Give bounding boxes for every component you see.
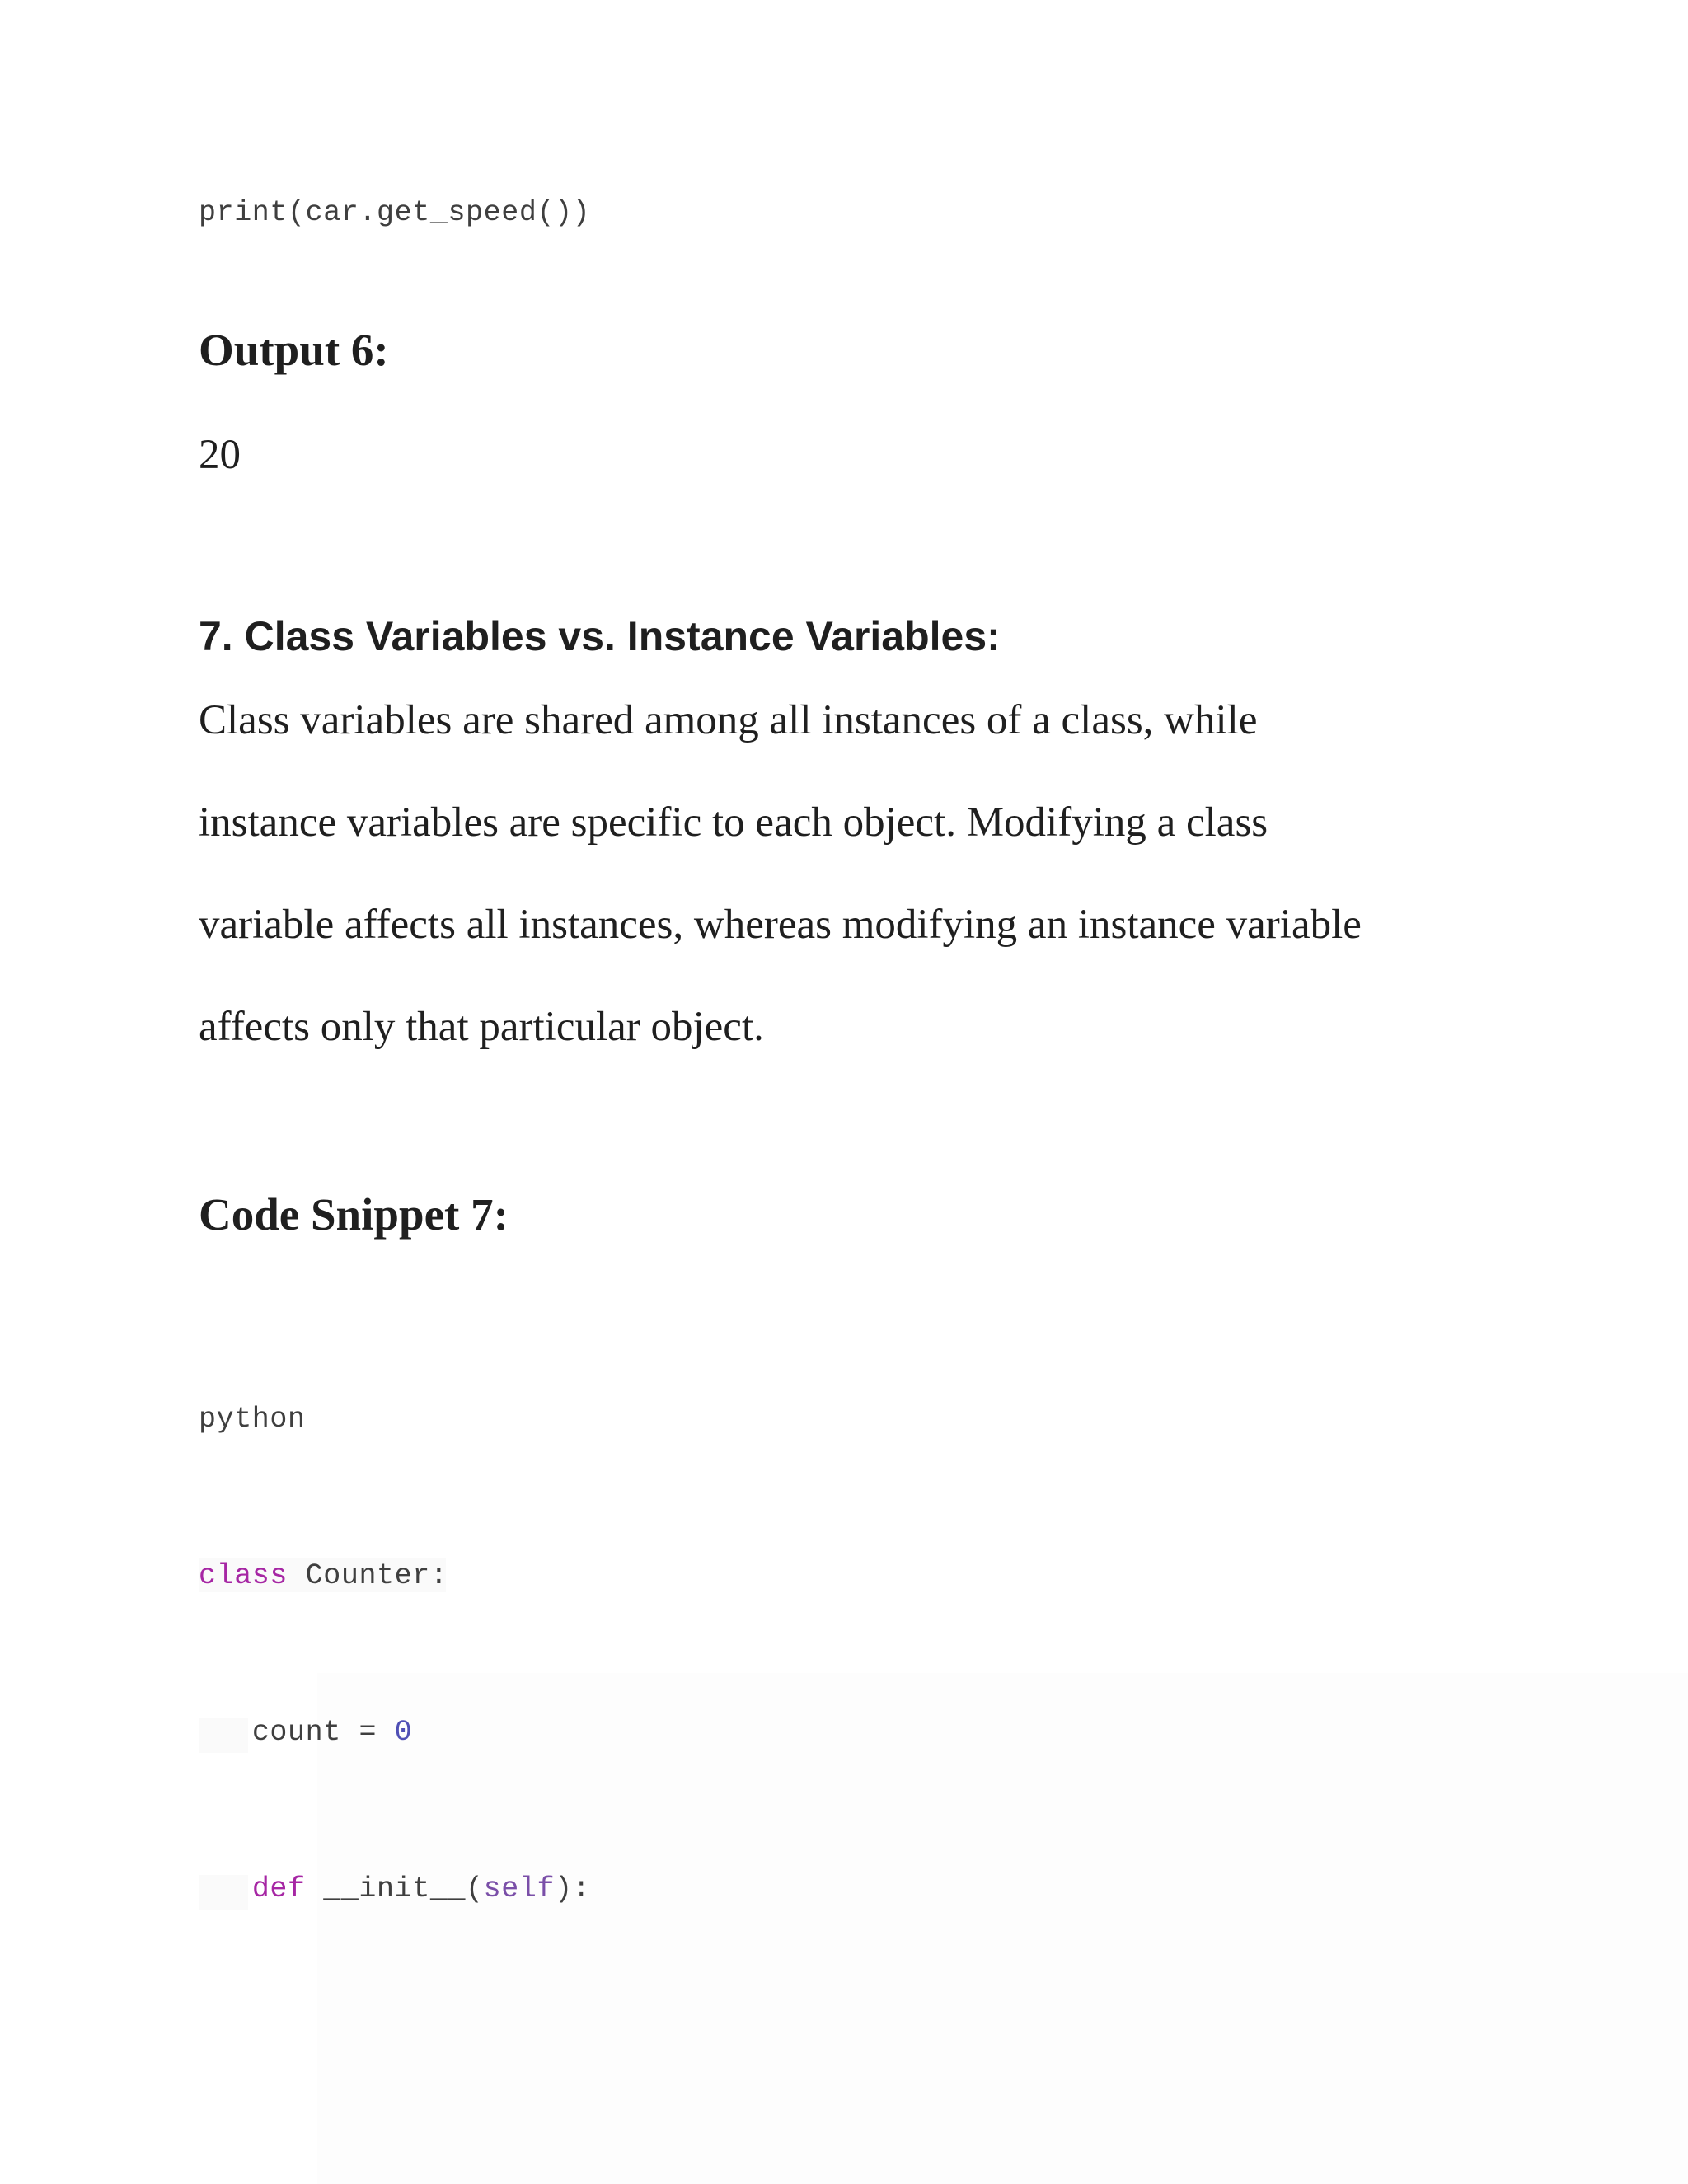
code-text: count (251, 1716, 341, 1749)
code-block-background (317, 1673, 1688, 2184)
output-value: 20 (199, 432, 241, 478)
code-indent (199, 1872, 252, 1905)
snippet-heading: Code Snippet 7: (199, 1189, 509, 1240)
paragraph-line: variable affects all instances, whereas modifying an instance variable (199, 902, 1362, 948)
code-number: 0 (394, 1716, 413, 1749)
output-heading: Output 6: (199, 325, 389, 375)
code-operator: = (340, 1716, 395, 1749)
code-self: self (483, 1872, 556, 1905)
paragraph-line: affects only that particular object. (199, 1004, 764, 1050)
paragraph-line: Class variables are shared among all instances of a class, while (199, 697, 1258, 743)
code-text: __init__( (305, 1872, 484, 1905)
code-line-class (199, 1559, 448, 1592)
code-line-def (199, 1872, 590, 1905)
code-text: ): (555, 1872, 591, 1905)
code-indent (199, 1716, 252, 1749)
code-text: Counter: (288, 1559, 448, 1592)
code-line-print: print(car.get_speed()) (199, 196, 591, 229)
code-line-count (199, 1716, 412, 1749)
section-heading: 7. Class Variables vs. Instance Variables: (199, 613, 1001, 659)
paragraph-line: instance variables are specific to each object. Modifying a class (199, 799, 1268, 846)
code-keyword: def (251, 1872, 306, 1905)
code-language-label: python (199, 1403, 306, 1436)
code-keyword: class (199, 1559, 288, 1592)
